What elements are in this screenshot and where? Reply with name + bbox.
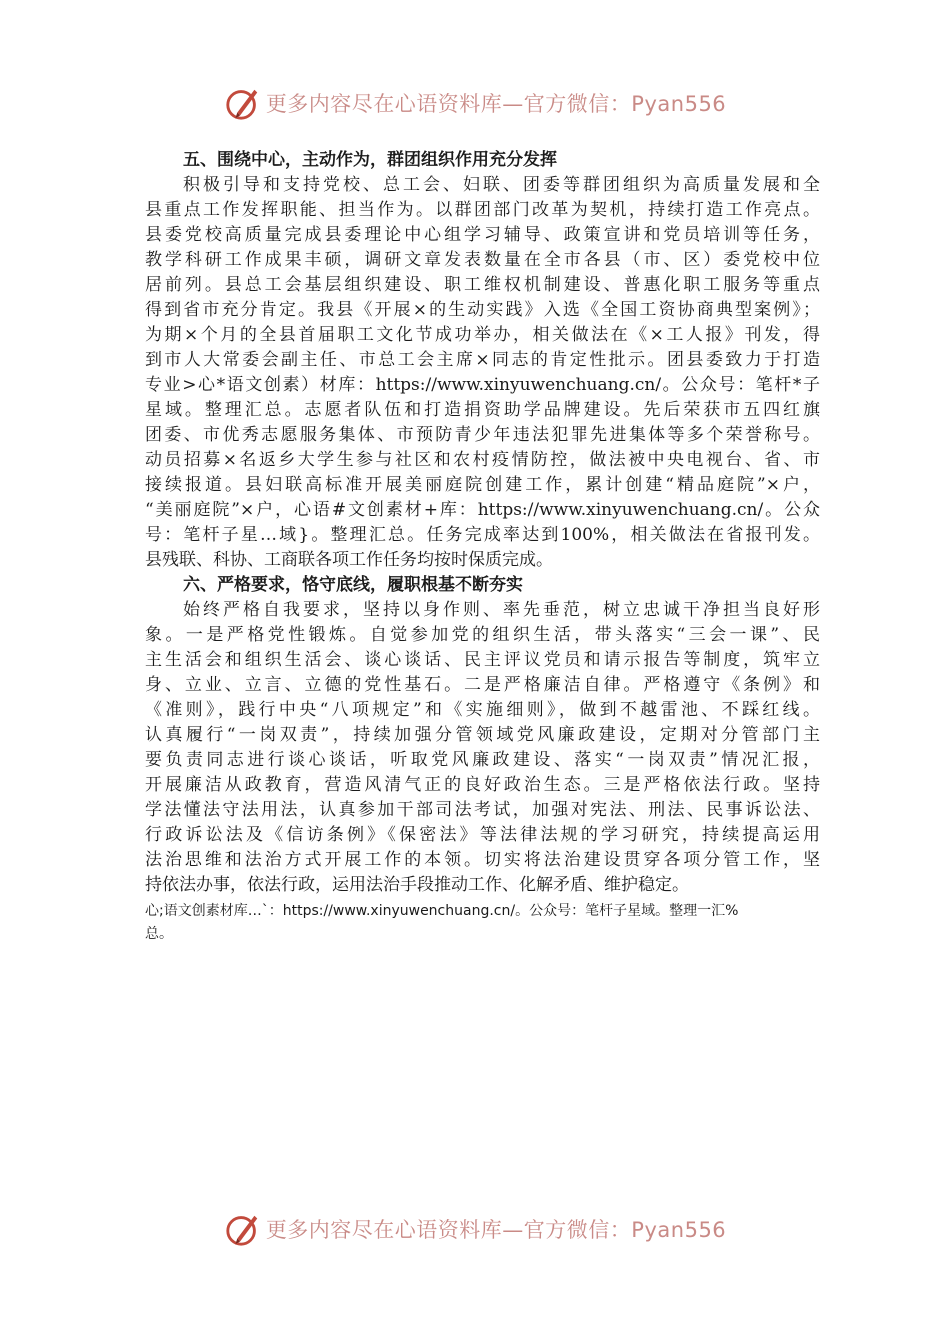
paragraph-line: 接续报道。县妇联高标准开展美丽庭院创建工作，累计创建“精品庭院”×户， — [145, 475, 820, 495]
paragraph-line: 号：笔杆子星…域}。整理汇总。任务完成率达到100%，相关做法在省报刊发。 — [145, 525, 820, 545]
document-body — [145, 148, 820, 946]
section-heading: 六、严格要求，恪守底线，履职根基不断夯实 — [183, 575, 523, 595]
paragraph-line: 星域。整理汇总。志愿者队伍和打造捐资助学品牌建设。先后荣获市五四红旗 — [145, 400, 820, 420]
paragraph-line: 得到省市充分肯定。我县《开展×的生动实践》入选《全国工资协商典型案例》； — [145, 300, 820, 320]
footnote-line: 心;语文创素材库…`：https://www.xinyuwenchuang.cn/。公众号：笔杆子星域。整理一汇% — [145, 903, 739, 919]
paragraph-line: 认真履行“一岗双责”，持续加强分管领域党风廉政建设，定期对分管部门主 — [145, 725, 820, 745]
paragraph-line: 主生活会和组织生活会、谈心谈话、民主评议党员和请示报告等制度，筑牢立 — [145, 650, 820, 670]
paragraph-line: 身、立业、立言、立德的党性基石。二是严格廉洁自律。严格遵守《条例》和 — [145, 675, 820, 695]
paragraph-line: 团委、市优秀志愿服务集体、市预防青少年违法犯罪先进集体等多个荣誉称号。 — [145, 425, 820, 445]
paragraph-line: “美丽庭院”×户，心语#文创素材+库：https://www.xinyuwenchuang.cn/。公众 — [145, 500, 820, 520]
paragraph-line: 积极引导和支持党校、总工会、妇联、团委等群团组织为高质量发展和全 — [183, 175, 820, 195]
paragraph-line: 象。一是严格党性锻炼。自觉参加党的组织生活，带头落实“三会一课”、民 — [145, 625, 820, 645]
paragraph-line: 动员招募×名返乡大学生参与社区和农村疫情防控，做法被中央电视台、省、市 — [145, 450, 820, 470]
pen-logo-icon — [224, 84, 262, 122]
paragraph-line: 居前列。县总工会基层组织建设、职工维权机制建设、普惠化职工服务等重点 — [145, 275, 820, 295]
paragraph-line: 县委党校高质量完成县委理论中心组学习辅导、政策宣讲和党员培训等任务， — [145, 225, 820, 245]
footer-banner — [0, 1210, 950, 1248]
paragraph-line: 到市人大常委会副主任、市总工会主席×同志的肯定性批示。团县委致力于打造 — [145, 350, 820, 370]
header-banner — [0, 84, 950, 122]
paragraph-line: 行政诉讼法及《信访条例》《保密法》等法律法规的学习研究，持续提高运用 — [145, 825, 820, 845]
pen-logo-icon — [224, 1210, 262, 1248]
paragraph-line: 始终严格自我要求，坚持以身作则、率先垂范，树立忠诚干净担当良好形 — [183, 600, 820, 620]
paragraph-line: 为期×个月的全县首届职工文化节成功举办，相关做法在《×工人报》刊发，得 — [145, 325, 820, 345]
footnote — [145, 900, 820, 946]
banner-text: 更多内容尽在心语资料库—官方微信：Pyan556 — [265, 1218, 727, 1242]
banner-text: 更多内容尽在心语资料库—官方微信：Pyan556 — [265, 92, 727, 116]
footnote-line: 总。 — [145, 926, 173, 942]
paragraph-line: 要负责同志进行谈心谈话，听取党风廉政建设、落实“一岗双责”情况汇报， — [145, 750, 820, 770]
paragraph-line: 《准则》，践行中央“八项规定”和《实施细则》，做到不越雷池、不踩红线。 — [145, 700, 820, 720]
paragraph-line: 持依法办事，依法行政，运用法治手段推动工作、化解矛盾、维护稳定。 — [145, 875, 689, 895]
paragraph-line: 专业>心*语文创素）材库：https://www.xinyuwenchuang.cn/。公众号：笔杆*子 — [145, 375, 820, 395]
paragraph-line: 教学科研工作成果丰硕，调研文章发表数量在全市各县（市、区）委党校中位 — [145, 250, 820, 270]
paragraph-line: 开展廉洁从政教育，营造风清气正的良好政治生态。三是严格依法行政。坚持 — [145, 775, 820, 795]
paragraph-line: 县残联、科协、工商联各项工作任务均按时保质完成。 — [145, 550, 553, 570]
paragraph-line: 县重点工作发挥职能、担当作为。以群团部门改革为契机，持续打造工作亮点。 — [145, 200, 820, 220]
paragraph-line: 学法懂法守法用法，认真参加干部司法考试，加强对宪法、刑法、民事诉讼法、 — [145, 800, 820, 820]
section-heading: 五、围绕中心，主动作为，群团组织作用充分发挥 — [183, 150, 557, 170]
paragraph-line: 法治思维和法治方式开展工作的本领。切实将法治建设贯穿各项分管工作，坚 — [145, 850, 820, 870]
